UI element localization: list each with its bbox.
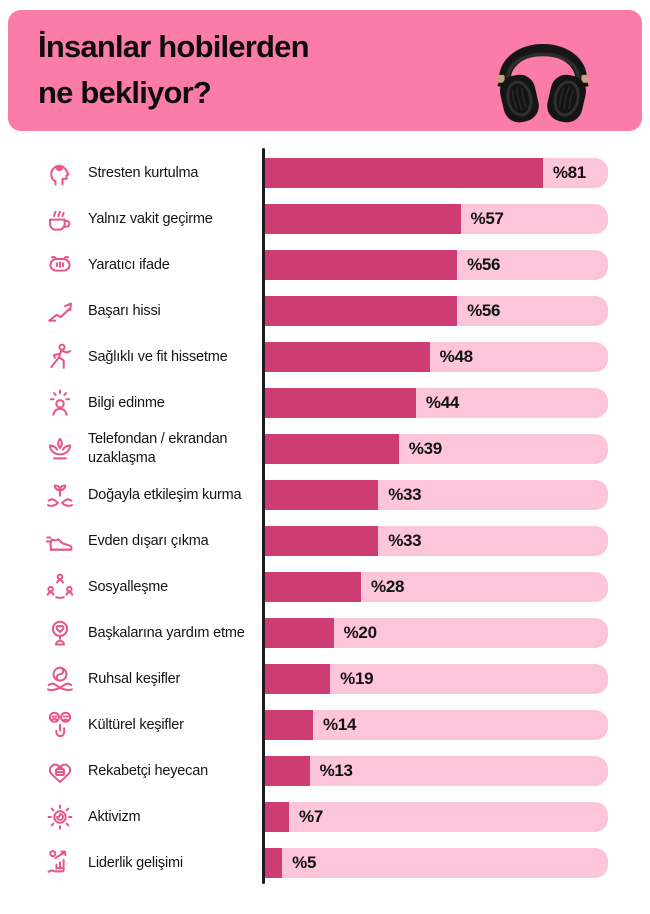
bar-value-label: %48: [439, 347, 473, 366]
mirror-heart-icon: [44, 617, 76, 649]
chart-rows: [0, 158, 650, 878]
social-group-icon: [44, 571, 76, 603]
bar-track: [265, 664, 608, 694]
category-label: Başkalarına yardım etme: [88, 624, 245, 641]
chart-row: [0, 388, 650, 418]
header-banner: [8, 10, 642, 131]
bar-track: [265, 204, 608, 234]
plant-hands-icon: [44, 479, 76, 511]
category-label: Liderlik gelişimi: [88, 854, 183, 871]
bar-fill: [265, 664, 330, 694]
meditation-lotus-icon: [44, 433, 76, 465]
bar-fill: [265, 204, 461, 234]
chart-row: [0, 756, 650, 786]
bar-value-label: %5: [292, 853, 317, 872]
chart-row: [0, 342, 650, 372]
yinyang-hands-icon: [44, 663, 76, 695]
bar-fill: [265, 388, 416, 418]
leadership-growth-icon: [44, 847, 76, 879]
category-label: Telefondan / ekrandan uzaklaşma: [88, 431, 228, 466]
bar-value-label: %39: [408, 439, 442, 458]
bar-value-label: %13: [319, 761, 353, 780]
bar-value-label: %56: [467, 301, 501, 320]
category-label: Aktivizm: [88, 808, 141, 825]
chart-row: [0, 158, 650, 188]
bar-track: [265, 388, 608, 418]
category-label: Bilgi edinme: [88, 394, 165, 411]
bar-track: [265, 434, 608, 464]
category-label: Doğayla etkileşim kurma: [88, 486, 242, 503]
bar-value-label: %28: [371, 577, 405, 596]
bar-fill: [265, 296, 457, 326]
infographic-title: [38, 24, 309, 116]
bar-fill: [265, 480, 378, 510]
sneaker-icon: [44, 525, 76, 557]
category-label: Yaratıcı ifade: [88, 256, 170, 273]
bar-value-label: %7: [299, 807, 323, 826]
bar-fill: [265, 618, 334, 648]
bar-fill: [265, 572, 361, 602]
bar-track: [265, 618, 608, 648]
bar-fill: [265, 526, 378, 556]
bar-value-label: %44: [425, 393, 460, 412]
category-label: Sosyalleşme: [88, 578, 168, 595]
chart-row: [0, 431, 650, 466]
bar-track: [265, 756, 608, 786]
creative-brain-icon: [44, 249, 76, 281]
chart-row: [0, 710, 650, 740]
title-line-1: İnsanlar hobilerden: [38, 29, 309, 64]
category-label: Ruhsal keşifler: [88, 670, 181, 687]
bar-track: [265, 342, 608, 372]
headphones-image: [484, 15, 602, 127]
bar-value-label: %14: [323, 715, 357, 734]
chart-row: [0, 572, 650, 602]
title-line-2: ne bekliyor?: [38, 75, 212, 110]
bar-value-label: %19: [340, 669, 374, 688]
bar-fill: [265, 710, 313, 740]
bar-track: [265, 296, 608, 326]
bar-value-label: %33: [388, 531, 422, 550]
heart-briefcase-icon: [44, 755, 76, 787]
chart-row: [0, 664, 650, 694]
category-label: Başarı hissi: [88, 302, 161, 319]
chart-row: [0, 480, 650, 510]
chart-row: [0, 802, 650, 832]
bar-value-label: %56: [467, 255, 501, 274]
chart-row: [0, 250, 650, 280]
chart-row: [0, 296, 650, 326]
success-arrow-icon: [44, 295, 76, 327]
bar-track: [265, 802, 608, 832]
bar-value-label: %81: [552, 163, 586, 182]
bar-fill: [265, 434, 399, 464]
idea-person-icon: [44, 387, 76, 419]
bar-track: [265, 158, 608, 188]
category-label: Sağlıklı ve fit hissetme: [88, 348, 228, 365]
chart-row: [0, 526, 650, 556]
category-label: Rekabetçi heyecan: [88, 762, 208, 779]
theater-masks-icon: [44, 709, 76, 741]
bar-fill: [265, 342, 430, 372]
head-lotus-icon: [44, 157, 76, 189]
bar-track: [265, 250, 608, 280]
bar-fill: [265, 158, 543, 188]
exercise-person-icon: [44, 341, 76, 373]
bar-fill: [265, 848, 282, 878]
bar-chart: [0, 158, 650, 878]
bar-track: [265, 572, 608, 602]
bar-track: [265, 710, 608, 740]
bar-value-label: %20: [343, 623, 377, 642]
bar-fill: [265, 802, 289, 832]
bar-track: [265, 526, 608, 556]
bar-track: [265, 848, 608, 878]
chart-row: [0, 204, 650, 234]
category-label: Evden dışarı çıkma: [88, 532, 209, 549]
category-label: Stresten kurtulma: [88, 164, 199, 181]
coffee-cup-icon: [44, 203, 76, 235]
activism-gear-icon: [44, 801, 76, 833]
bar-value-label: %57: [470, 209, 504, 228]
category-label: Yalnız vakit geçirme: [88, 210, 213, 227]
chart-row: [0, 618, 650, 648]
bar-track: [265, 480, 608, 510]
chart-row: [0, 848, 650, 878]
category-label: Kültürel keşifler: [88, 716, 184, 733]
bar-fill: [265, 756, 310, 786]
bar-value-label: %33: [388, 485, 422, 504]
bar-fill: [265, 250, 457, 280]
